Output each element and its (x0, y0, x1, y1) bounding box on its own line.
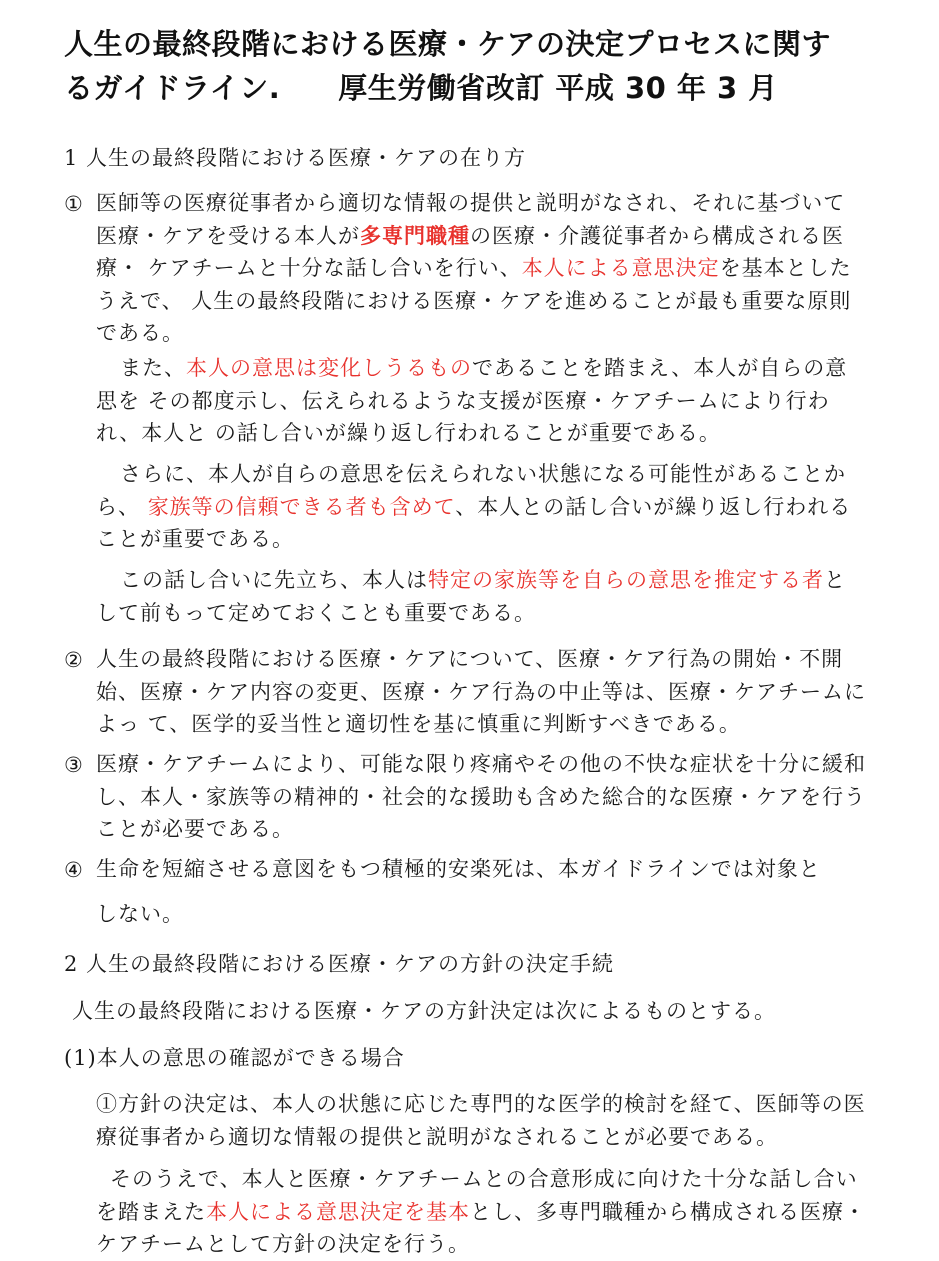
para-2-seg2: であることを踏まえ、本人が自らの意思を その都度示し、伝えられるような支援が医療・ケアチームにより行われ、本人と の話し合いが繰り返し行われることが重要である。 (96, 356, 848, 445)
sub-para-2-seg2: とし、多専門職種から構成される医療・ ケアチームとして方針の決定を行う。 (96, 1199, 866, 1256)
item-4-line-2: しない。 (96, 902, 184, 926)
section-2-intro: 人生の最終段階における医療・ケアの方針決定は次によるものとする。 (72, 999, 776, 1023)
item-2-marker: ② (64, 648, 83, 672)
para-4-seg1: この話し合いに先立ち、本人は (120, 568, 428, 592)
item-1-seg2: の医療・介護従事者から構成される医療・ ケアチームと十分な話し合いを行い、 (96, 223, 844, 280)
section-1-heading: 1 人生の最終段階における医療・ケアの在り方 (64, 146, 527, 170)
title-line-2-left: るガイドライン. (64, 71, 281, 105)
item-3-text: 医療・ケアチームにより、可能な限り疼痛やその他の不快な症状を十分に緩和し、本人・家族等の精神的・社会的な援助も含めた総合的な医療・ケアを行うことが必要である。 (96, 752, 866, 841)
para-2-highlight: 本人の意思は変化しうるもの (186, 356, 472, 380)
para-3-seg1: さらに、本人が自らの意思を伝えられない状態になる可能性があることから、 (96, 462, 846, 519)
title-line-1: 人生の最終段階における医療・ケアの決定プロセスに関す (64, 27, 832, 61)
subsection-1-para-1: ①方針の決定は、本人の状態に応じた専門的な医学的検討を経て、医師等の医療従事者から適切な情報の提供と説明がなされることが必要である。 (96, 1092, 866, 1149)
para-3-highlight: 家族等の信頼できる者も含めて (147, 494, 456, 519)
item-1-seg1: 医師等の医療従事者から適切な情報の提供と説明がなされ、それに基づいて 医療・ケアを受ける本人が (96, 191, 846, 248)
para-2-seg1: また、 (120, 356, 186, 380)
item-1-highlight-1: 多専門職種 (360, 222, 470, 248)
paragraph-proxy (96, 564, 866, 629)
item-4-marker: ④ (64, 858, 83, 882)
para-3-seg2: 、本人との話し合いが繰り返し行われることが重要である。 (96, 494, 852, 551)
paragraph-family-trust (96, 458, 866, 556)
title-line-2-right: 厚生労働省改訂 平成 30 年 3 月 (338, 71, 778, 105)
subsection-1-para-2 (96, 1163, 866, 1261)
item-1-highlight-2: 本人による意思決定 (521, 256, 720, 280)
item-1-text (96, 187, 866, 350)
para-4-highlight: 特定の家族等を自らの意思を推定する者 (428, 568, 824, 592)
item-2-text: 人生の最終段階における医療・ケアについて、医療・ケア行為の開始・不開始、医療・ケア内容の変更、医療・ケア行為の中止等は、医療・ケアチームによっ て、医学的妥当性と適切性を基に慎重に判断すべきである。 (96, 647, 866, 736)
item-4-line-1: 生命を短縮させる意図をもつ積極的安楽死は、本ガイドラインでは対象と (96, 857, 821, 881)
document-title (64, 22, 904, 110)
para-4-seg2: として前もって定めておくことも重要である。 (96, 568, 846, 625)
item-1-seg3: を基本としたうえで、 人生の最終段階における医療・ケアを進めることが最も重要な原則である。 (96, 256, 852, 345)
item-1-marker: ① (64, 192, 83, 216)
sub-para-2-highlight: 本人による意思決定を基本 (206, 1199, 470, 1224)
subsection-1-heading: (1)本人の意思の確認ができる場合 (64, 1046, 405, 1070)
item-3-marker: ③ (64, 753, 83, 777)
sub-para-2-seg1: そのうえで、本人と医療・ケアチームとの合意形成に向けた十分な話し合い を踏まえた (96, 1167, 858, 1224)
title-line-2 (64, 66, 904, 110)
section-2-heading: 2 人生の最終段階における医療・ケアの方針の決定手続 (64, 952, 615, 976)
paragraph-will-changes (96, 352, 866, 450)
